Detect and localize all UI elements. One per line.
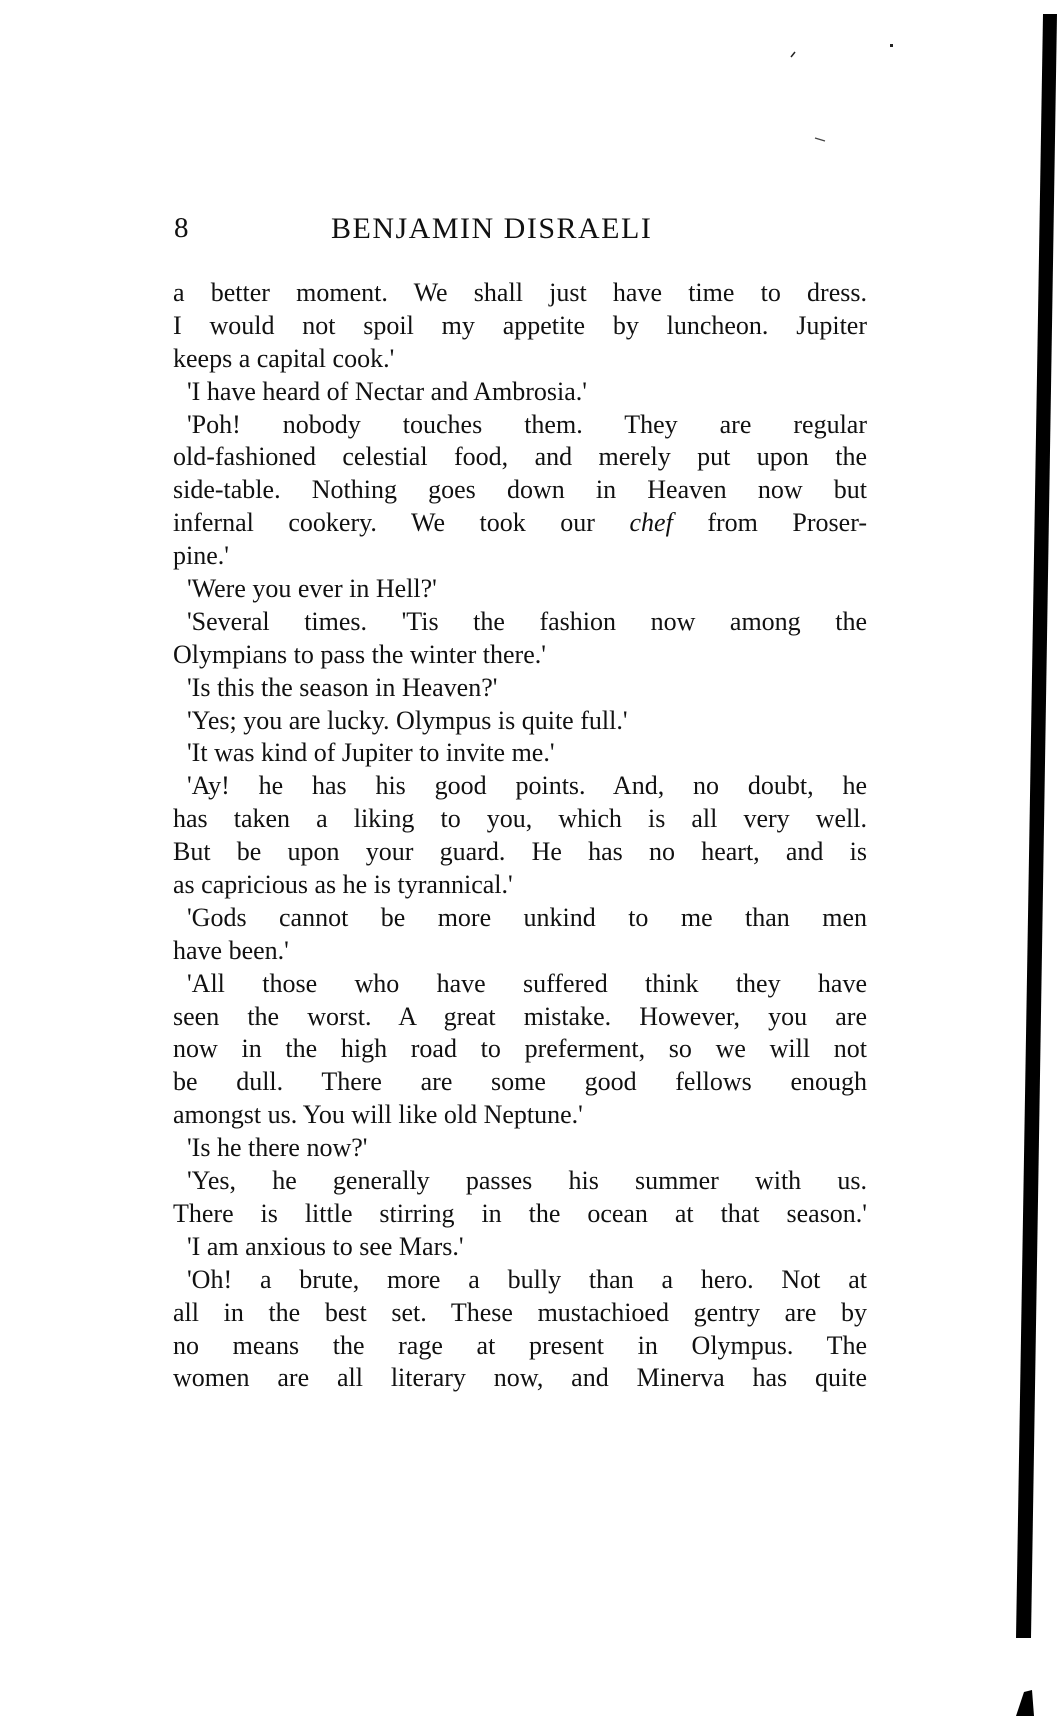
text-line: [173, 935, 867, 968]
running-title: BENJAMIN DISRAELI: [331, 212, 653, 245]
text-line: [173, 836, 867, 869]
text-line: [173, 1165, 867, 1198]
line-text: 'All those who have suffered think they have: [187, 968, 867, 998]
line-text: pine.': [173, 541, 229, 571]
text-line: [173, 1001, 867, 1034]
line-text: as capricious as he is tyrannical.': [173, 870, 513, 900]
text-line: [173, 540, 867, 573]
text-line: [173, 737, 867, 770]
line-text: seen the worst. A great mistake. However, you are: [173, 1001, 867, 1031]
page-header: [174, 212, 874, 252]
text-line: [173, 376, 867, 409]
text-line: [173, 902, 867, 935]
line-text: now in the high road to preferment, so we will not: [173, 1034, 867, 1064]
line-text: 'Yes; you are lucky. Olympus is quite full.': [187, 705, 628, 735]
text-line: [173, 770, 867, 803]
line-text: all in the best set. These mustachioed gentry are by: [173, 1297, 867, 1327]
line-text: 'I have heard of Nectar and Ambrosia.': [187, 376, 587, 406]
line-text: 'It was kind of Jupiter to invite me.': [187, 738, 555, 768]
line-text: 'Gods cannot be more unkind to me than men: [187, 902, 867, 932]
text-line: [173, 1066, 867, 1099]
text-line: [173, 672, 867, 705]
line-text: 'Ay! he has his good points. And, no doubt, he: [187, 771, 867, 801]
text-line: [173, 1330, 867, 1363]
text-line: [173, 1132, 867, 1165]
text-line: [173, 1297, 867, 1330]
line-text: There is little stirring in the ocean at that season.': [173, 1198, 867, 1228]
text-line: [173, 1231, 867, 1264]
text-line: [173, 1099, 867, 1132]
text-line: [173, 343, 867, 376]
line-text: be dull. There are some good fellows enough: [173, 1067, 867, 1097]
line-text: But be upon your guard. He has no heart, and is: [173, 837, 867, 867]
line-text: a better moment. We shall just have time to dress.: [173, 278, 867, 307]
text-line: [173, 409, 867, 442]
line-text: have been.': [173, 935, 289, 965]
line-text: side-table. Nothing goes down in Heaven now but: [173, 475, 867, 505]
text-line: [173, 869, 867, 902]
text-line: [173, 803, 867, 836]
line-text: 'Were you ever in Hell?': [187, 574, 437, 604]
text-line: [173, 277, 867, 310]
text-line: [173, 573, 867, 606]
text-line: [173, 705, 867, 738]
line-text: Olympians to pass the winter there.': [173, 639, 546, 669]
line-text-after: from Proser-: [707, 508, 867, 538]
text-line: [173, 606, 867, 639]
text-line: [173, 1198, 867, 1231]
page-edge-bar: [1016, 14, 1057, 1638]
line-text: has taken a liking to you, which is all very well.: [173, 804, 867, 834]
line-text: old-fashioned celestial food, and merely put upon the: [173, 442, 867, 472]
line-text: 'I am anxious to see Mars.': [187, 1231, 464, 1261]
text-line: [173, 1362, 867, 1395]
scan-speck: [890, 44, 893, 47]
line-text: amongst us. You will like old Neptune.': [173, 1100, 583, 1130]
text-line: [173, 474, 867, 507]
text-line: [173, 968, 867, 1001]
line-text: I would not spoil my appetite by luncheon. Jupiter: [173, 310, 867, 340]
page-number: 8: [174, 212, 189, 244]
line-text: infernal cookery. We took our: [173, 508, 595, 538]
text-line: [173, 1033, 867, 1066]
page-edge-blob: [1016, 1690, 1034, 1716]
scan-speck: [791, 52, 795, 57]
scan-speck: [815, 138, 825, 141]
text-line: [173, 441, 867, 474]
text-line: [173, 310, 867, 343]
line-text: 'Yes, he generally passes his summer with us.: [187, 1166, 867, 1196]
line-text: 'Is he there now?': [187, 1133, 368, 1163]
line-text: 'Is this the season in Heaven?': [187, 672, 498, 702]
text-line: [173, 1264, 867, 1297]
line-text: no means the rage at present in Olympus. The: [173, 1330, 867, 1360]
line-text: 'Oh! a brute, more a bully than a hero. Not at: [187, 1264, 867, 1294]
body-text: [173, 277, 867, 1395]
italic-word: chef: [629, 508, 673, 538]
line-text: keeps a capital cook.': [173, 343, 395, 373]
text-line: [173, 507, 867, 540]
line-text: women are all literary now, and Minerva has quite: [173, 1363, 867, 1393]
text-line: [173, 639, 867, 672]
line-text: 'Poh! nobody touches them. They are regular: [187, 409, 867, 439]
line-text: 'Several times. 'Tis the fashion now among the: [187, 606, 867, 636]
